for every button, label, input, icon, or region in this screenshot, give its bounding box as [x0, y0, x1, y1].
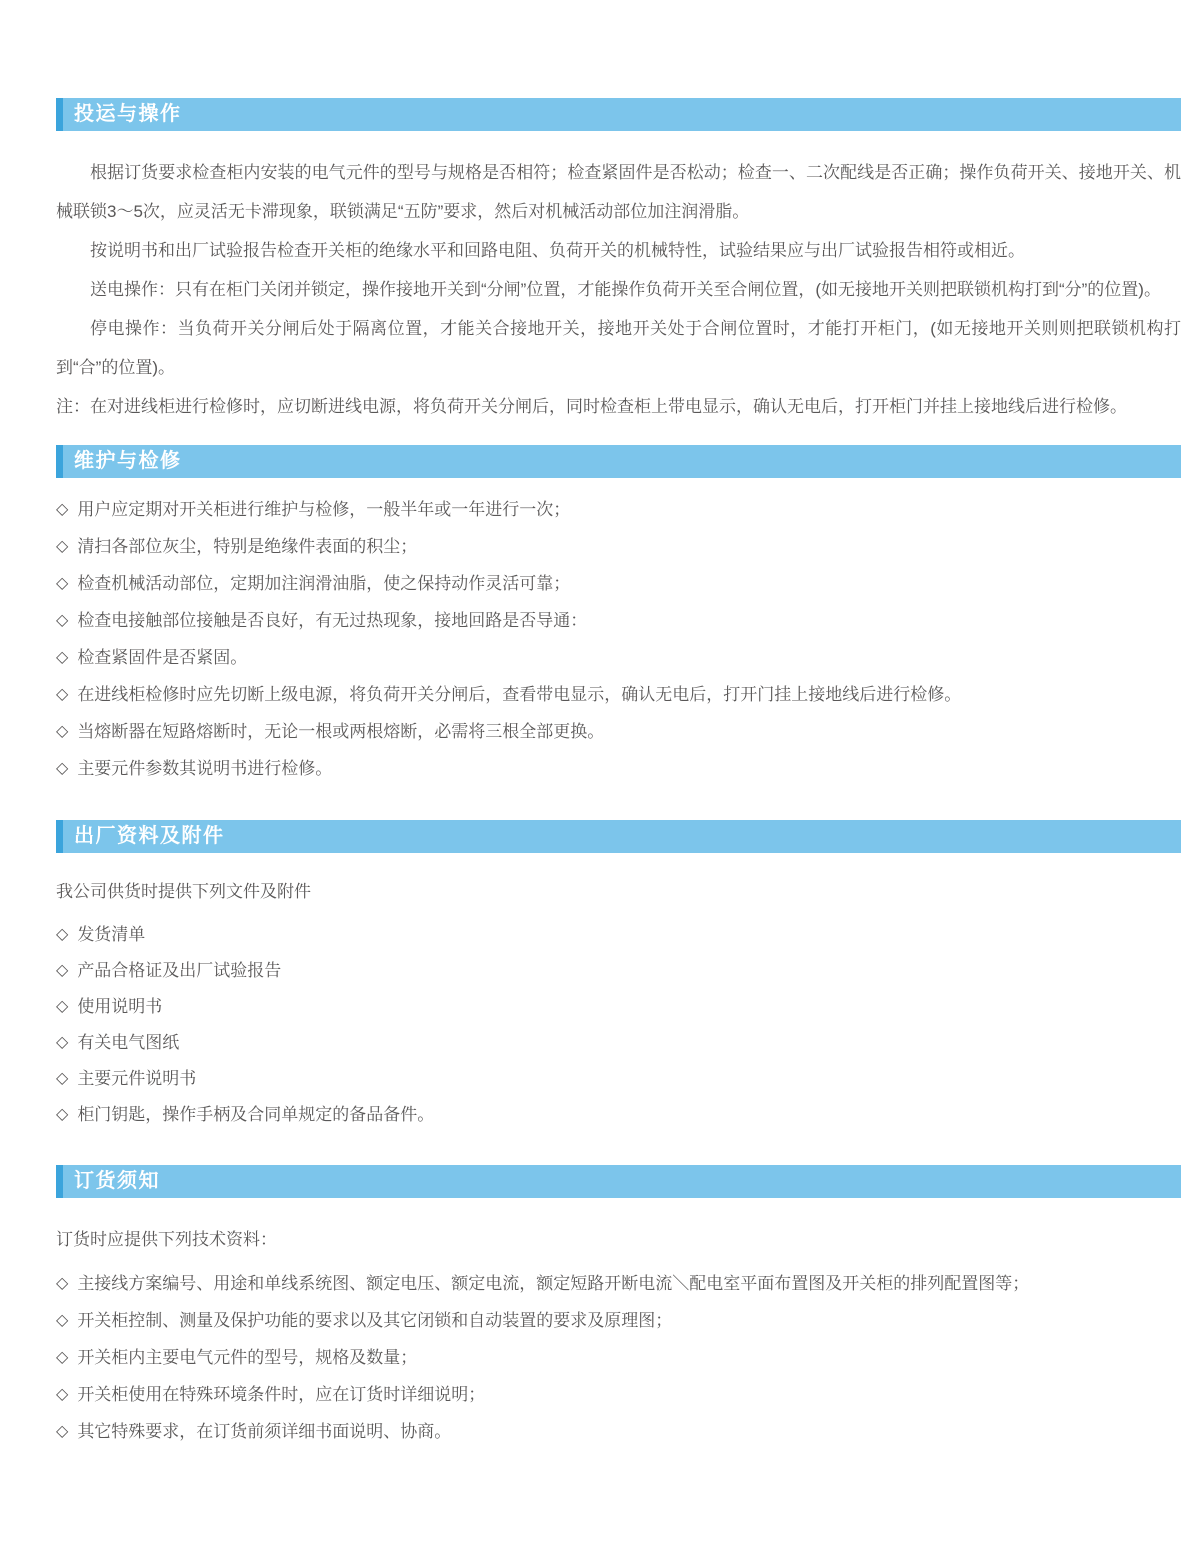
section-header-maintenance — [56, 445, 1181, 478]
list-item — [56, 640, 1181, 677]
diamond-bullet-icon: ◇ — [56, 501, 69, 518]
diamond-bullet-icon: ◇ — [56, 612, 69, 629]
diamond-bullet-icon: ◇ — [56, 538, 69, 555]
list-item-text: 主接线方案编号、用途和单线系统图、额定电压、额定电流，额定短路开断电流＼配电室平面布置图及开关柜的排列配置图等； — [77, 1274, 1030, 1293]
list-item-text: 检查机械活动部位，定期加注润滑油脂，使之保持动作灵活可靠； — [77, 574, 571, 593]
list-item — [56, 677, 1181, 714]
list-item — [56, 566, 1181, 603]
list-item — [56, 989, 1181, 1025]
maintenance-list — [56, 492, 1181, 788]
list-item-text: 有关电气图纸 — [77, 1033, 180, 1052]
diamond-bullet-icon: ◇ — [56, 1275, 69, 1292]
paragraph-test-report: 按说明书和出厂试验报告检查开关柜的绝缘水平和回路电阻、负荷开关的机械特性，试验结果应与出厂试验报告相符或相近。 — [90, 241, 1025, 260]
list-item — [56, 1061, 1181, 1097]
diamond-bullet-icon: ◇ — [56, 1070, 69, 1087]
ordering-list — [56, 1266, 1181, 1451]
diamond-bullet-icon: ◇ — [56, 1423, 69, 1440]
list-item-text: 当熔断器在短路熔断时，无论一根或两根熔断，必需将三根全部更换。 — [77, 722, 605, 741]
list-item — [56, 1377, 1181, 1414]
list-item-text: 主要元件参数其说明书进行检修。 — [77, 759, 333, 778]
list-item-text: 检查电接触部位接触是否良好，有无过热现象，接地回路是否导通： — [77, 611, 588, 630]
list-item-text: 用户应定期对开关柜进行维护与检修，一般半年或一年进行一次； — [77, 500, 571, 519]
list-item — [56, 1097, 1181, 1133]
list-item — [56, 603, 1181, 640]
manual-page — [56, 0, 1181, 1451]
list-item — [56, 1414, 1181, 1451]
diamond-bullet-icon: ◇ — [56, 760, 69, 777]
diamond-bullet-icon: ◇ — [56, 962, 69, 979]
list-item-text: 开关柜使用在特殊环境条件时，应在订货时详细说明； — [77, 1385, 486, 1404]
list-item-text: 发货清单 — [77, 925, 146, 944]
list-item-text: 主要元件说明书 — [77, 1069, 197, 1088]
paragraph-power-off: 停电操作：当负荷开关分闸后处于隔离位置，才能关合接地开关，接地开关处于合闸位置时，才能打开柜门，(如无接地开关则则把联锁机构打到“合”的位置)。 — [56, 319, 1181, 377]
documents-intro: 我公司供货时提供下列文件及附件 — [56, 882, 311, 901]
list-item-text: 在进线柜检修时应先切断上级电源，将负荷开关分闸后，查看带电显示，确认无电后，打开门挂上接地线后进行检修。 — [77, 685, 962, 704]
note-paragraph: 注：在对进线柜进行检修时，应切断进线电源，将负荷开关分闸后，同时检查柜上带电显示，确认无电后，打开柜门并挂上接地线后进行检修。 — [56, 397, 1127, 416]
section-body-operation — [56, 153, 1181, 426]
diamond-bullet-icon: ◇ — [56, 1312, 69, 1329]
list-item — [56, 1340, 1181, 1377]
diamond-bullet-icon: ◇ — [56, 575, 69, 592]
diamond-bullet-icon: ◇ — [56, 723, 69, 740]
paragraph-power-on: 送电操作：只有在柜门关闭并锁定，操作接地开关到“分闸”位置，才能操作负荷开关至合闸位置，(如无接地开关则把联锁机构打到“分”的位置)。 — [90, 280, 1161, 299]
list-item — [56, 917, 1181, 953]
section-title-operation: 投运与操作 — [74, 102, 182, 125]
list-item — [56, 714, 1181, 751]
section-header-operation — [56, 98, 1181, 131]
list-item-text: 检查紧固件是否紧固。 — [77, 648, 248, 667]
section-title-maintenance: 维护与检修 — [74, 449, 182, 472]
diamond-bullet-icon: ◇ — [56, 1349, 69, 1366]
list-item — [56, 529, 1181, 566]
list-item-text: 产品合格证及出厂试验报告 — [77, 961, 282, 980]
list-item-text: 柜门钥匙，操作手柄及合同单规定的备品备件。 — [77, 1105, 435, 1124]
section-header-documents — [56, 820, 1181, 853]
ordering-intro: 订货时应提供下列技术资料： — [56, 1230, 277, 1249]
documents-list — [56, 917, 1181, 1133]
list-item-text: 开关柜内主要电气元件的型号，规格及数量； — [77, 1348, 418, 1367]
section-title-documents: 出厂资料及附件 — [74, 824, 225, 847]
list-item — [56, 751, 1181, 788]
section-title-ordering: 订货须知 — [74, 1169, 160, 1192]
paragraph-check-components: 根据订货要求检查柜内安装的电气元件的型号与规格是否相符；检查紧固件是否松动；检查一、二次配线是否正确；操作负荷开关、接地开关、机械联锁3～5次，应灵活无卡滞现象，联锁满足“五防”要求，然后对机械活动部位加注润滑脂。 — [56, 163, 1181, 221]
list-item-text: 清扫各部位灰尘，特别是绝缘件表面的积尘； — [77, 537, 418, 556]
diamond-bullet-icon: ◇ — [56, 926, 69, 943]
list-item — [56, 1025, 1181, 1061]
list-item — [56, 1266, 1181, 1303]
list-item — [56, 1303, 1181, 1340]
diamond-bullet-icon: ◇ — [56, 1034, 69, 1051]
section-header-ordering — [56, 1165, 1181, 1198]
list-item — [56, 953, 1181, 989]
diamond-bullet-icon: ◇ — [56, 686, 69, 703]
list-item-text: 其它特殊要求，在订货前须详细书面说明、协商。 — [77, 1422, 452, 1441]
list-item — [56, 492, 1181, 529]
diamond-bullet-icon: ◇ — [56, 649, 69, 666]
diamond-bullet-icon: ◇ — [56, 998, 69, 1015]
diamond-bullet-icon: ◇ — [56, 1106, 69, 1123]
list-item-text: 使用说明书 — [77, 997, 163, 1016]
list-item-text: 开关柜控制、测量及保护功能的要求以及其它闭锁和自动装置的要求及原理图； — [77, 1311, 673, 1330]
diamond-bullet-icon: ◇ — [56, 1386, 69, 1403]
